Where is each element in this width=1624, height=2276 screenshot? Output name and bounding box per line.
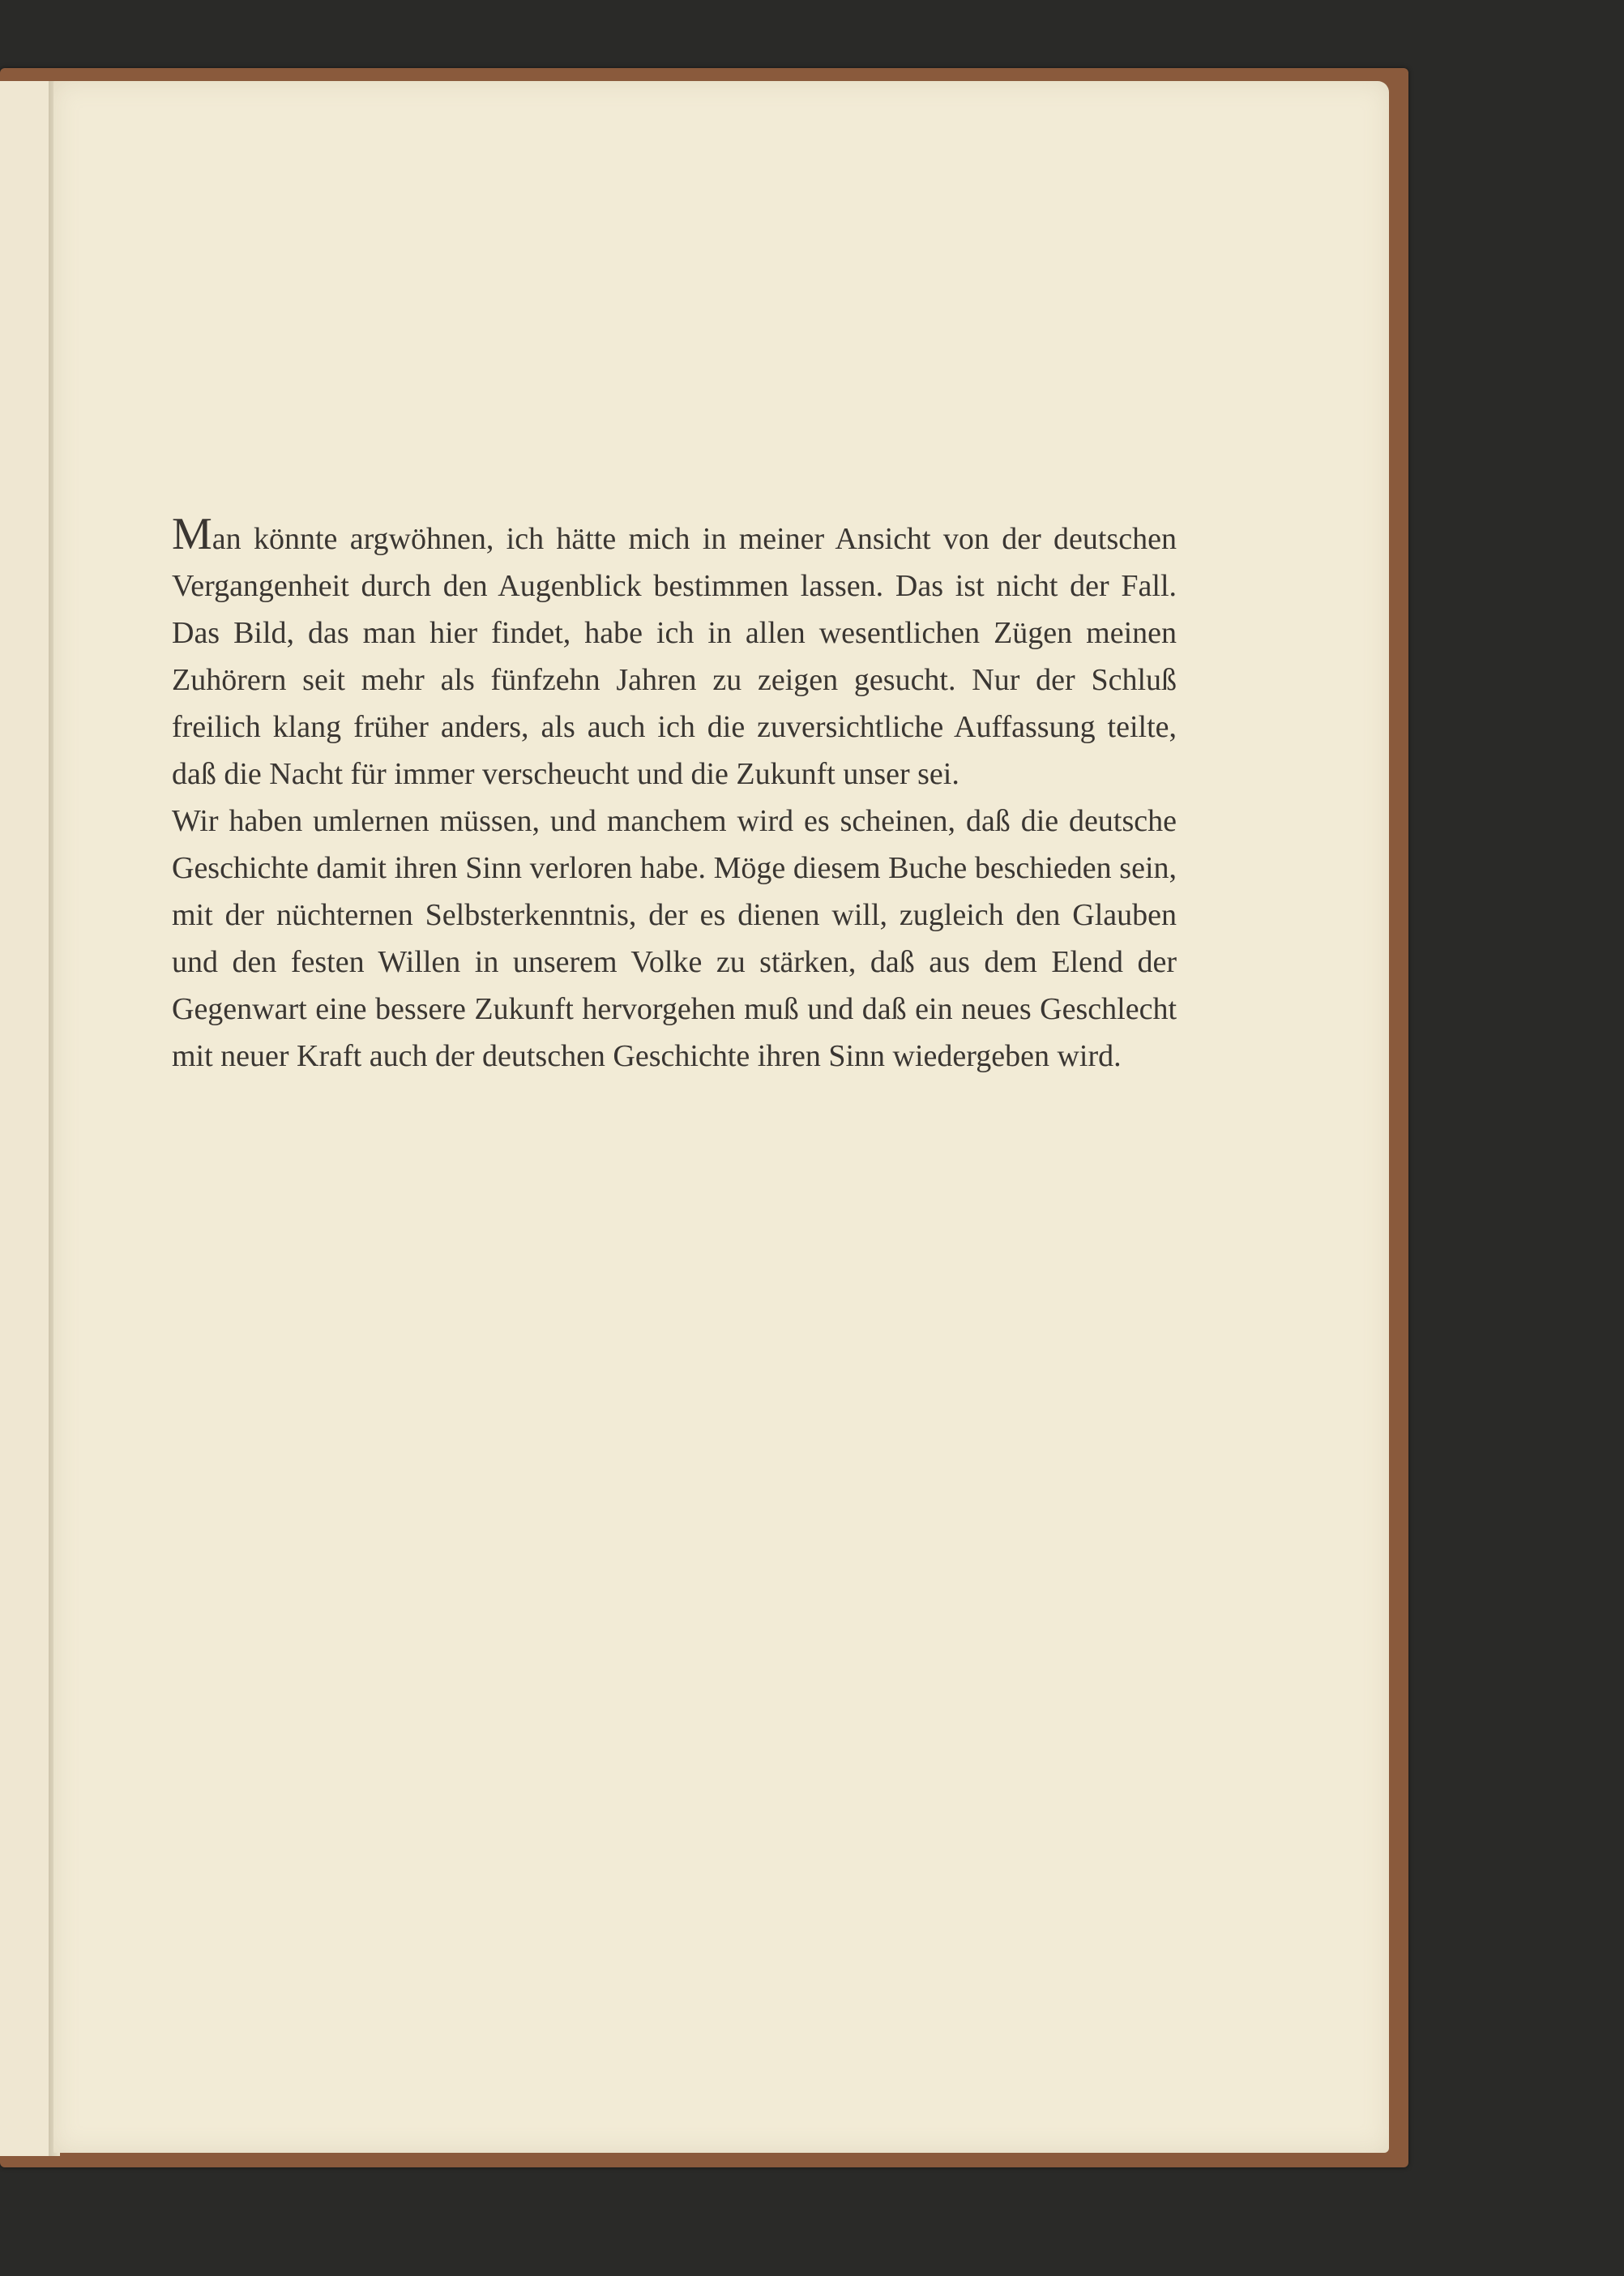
paragraph-1: Man könnte argwöhnen, ich hätte mich in meiner Ansicht von der deutschen Vergangenheit durch den Augenblick bestimmen lassen. Das ist nicht der Fall. Das Bild, das man hier findet, habe ich in allen wesentlichen Zügen meinen Zuhörern seit mehr als fünfzehn Jahren zu zeigen gesucht. Nur der Schluß freilich klang früher anders, als auch ich die zuversichtliche Auffassung teilte, daß die Nacht für immer verscheucht und die Zukunft unser sei. [172, 509, 1177, 791]
left-page-edge [0, 81, 52, 2156]
preface-text [172, 511, 1177, 1080]
right-page [53, 81, 1389, 2153]
paragraph-2: Wir haben umlernen müssen, und manchem wird es scheinen, daß die deutsche Geschichte damit ihren Sinn verloren habe. Möge diesem Buche beschieden sein, mit der nüchternen Selbsterkenntnis, der es dienen will, zugleich den Glauben und den festen Willen in unserem Volke zu stärken, daß aus dem Elend der Gegenwart eine bessere Zukunft hervorgehen muß und daß ein neues Geschlecht mit neuer Kraft auch der deutschen Geschichte ihren Sinn wiedergeben wird. [172, 804, 1177, 1073]
